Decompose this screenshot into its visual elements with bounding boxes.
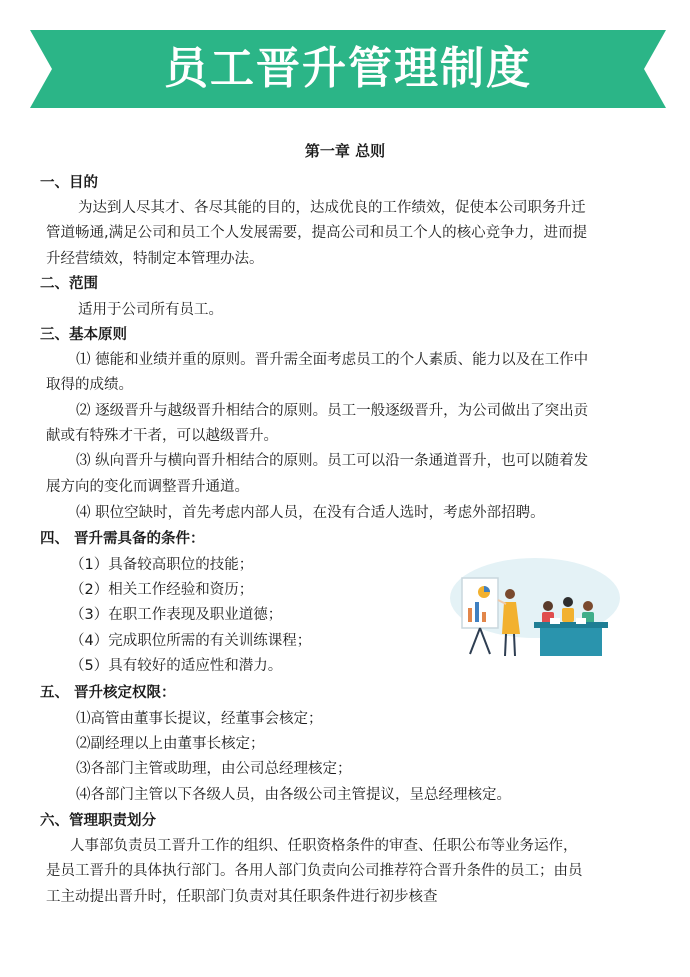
section-heading-authority: 五、 晋升核定权限： xyxy=(40,685,176,701)
section-heading-purpose: 一、目的 xyxy=(40,175,98,191)
list-item: （2）相关工作经验和资历； xyxy=(70,582,254,598)
page-title: 员工晋升管理制度 xyxy=(164,43,532,94)
paragraph-line: ⑴ 德能和业绩并重的原则。晋升需全面考虑员工的个人素质、能力以及在工作中 xyxy=(76,352,589,368)
list-item: ⑷各部门主管以下各级人员，由各级公司主管提议，呈总经理核定。 xyxy=(76,787,511,803)
paragraph-line: 取得的成绩。 xyxy=(46,377,133,393)
list-item: ⑶各部门主管或助理，由公司总经理核定； xyxy=(76,761,352,777)
paragraph-line: ⑷ 职位空缺时，首先考虑内部人员，在没有合适人选时，考虑外部招聘。 xyxy=(76,505,545,521)
paragraph-line: 工主动提出晋升时，任职部门负责对其任职条件进行初步核查 xyxy=(46,889,438,905)
list-item: （4）完成职位所需的有关训练课程； xyxy=(70,633,312,649)
paragraph-line: 展方向的变化而调整晋升通道。 xyxy=(46,479,249,495)
paragraph-line: 适用于公司所有员工。 xyxy=(78,302,223,318)
section-heading-responsibilities: 六、管理职责划分 xyxy=(40,813,156,829)
list-item: （1）具备较高职位的技能； xyxy=(70,557,254,573)
section-heading-scope: 二、范围 xyxy=(40,276,98,292)
title-banner xyxy=(30,30,666,108)
paragraph-line: 为达到人尽其才、各尽其能的目的，达成优良的工作绩效，促使本公司职务升迁 xyxy=(78,200,586,216)
list-item: （5）具有较好的适应性和潜力。 xyxy=(70,658,283,674)
presentation-meeting-icon xyxy=(440,556,620,666)
paragraph-line: 人事部负责员工晋升工作的组织、任职资格条件的审查、任职公布等业务运作， xyxy=(70,838,578,854)
paragraph-line: 献或有特殊才干者，可以越级晋升。 xyxy=(46,428,278,444)
list-item: ⑵副经理以上由董事长核定； xyxy=(76,736,265,752)
section-heading-principles: 三、基本原则 xyxy=(40,327,127,343)
paragraph-line: ⑶ 纵向晋升与横向晋升相结合的原则。员工可以沿一条通道晋升，也可以随着发 xyxy=(76,453,589,469)
paragraph-line: 是员工晋升的具体执行部门。各用人部门负责向公司推荐符合晋升条件的员工；由员 xyxy=(46,863,583,879)
list-item: ⑴高管由董事长提议，经董事会核定； xyxy=(76,711,323,727)
paragraph-line: ⑵ 逐级晋升与越级晋升相结合的原则。员工一般逐级晋升，为公司做出了突出贡 xyxy=(76,403,589,419)
section-heading-conditions: 四、 晋升需具备的条件： xyxy=(40,531,205,547)
list-item: （3）在职工作表现及职业道德； xyxy=(70,607,283,623)
chapter-title: 第一章 总则 xyxy=(304,142,386,160)
paragraph-line: 升经营绩效，特制定本管理办法。 xyxy=(46,251,264,267)
paragraph-line: 管道畅通,满足公司和员工个人发展需要，提高公司和员工个人的核心竞争力，进而提 xyxy=(46,225,588,241)
